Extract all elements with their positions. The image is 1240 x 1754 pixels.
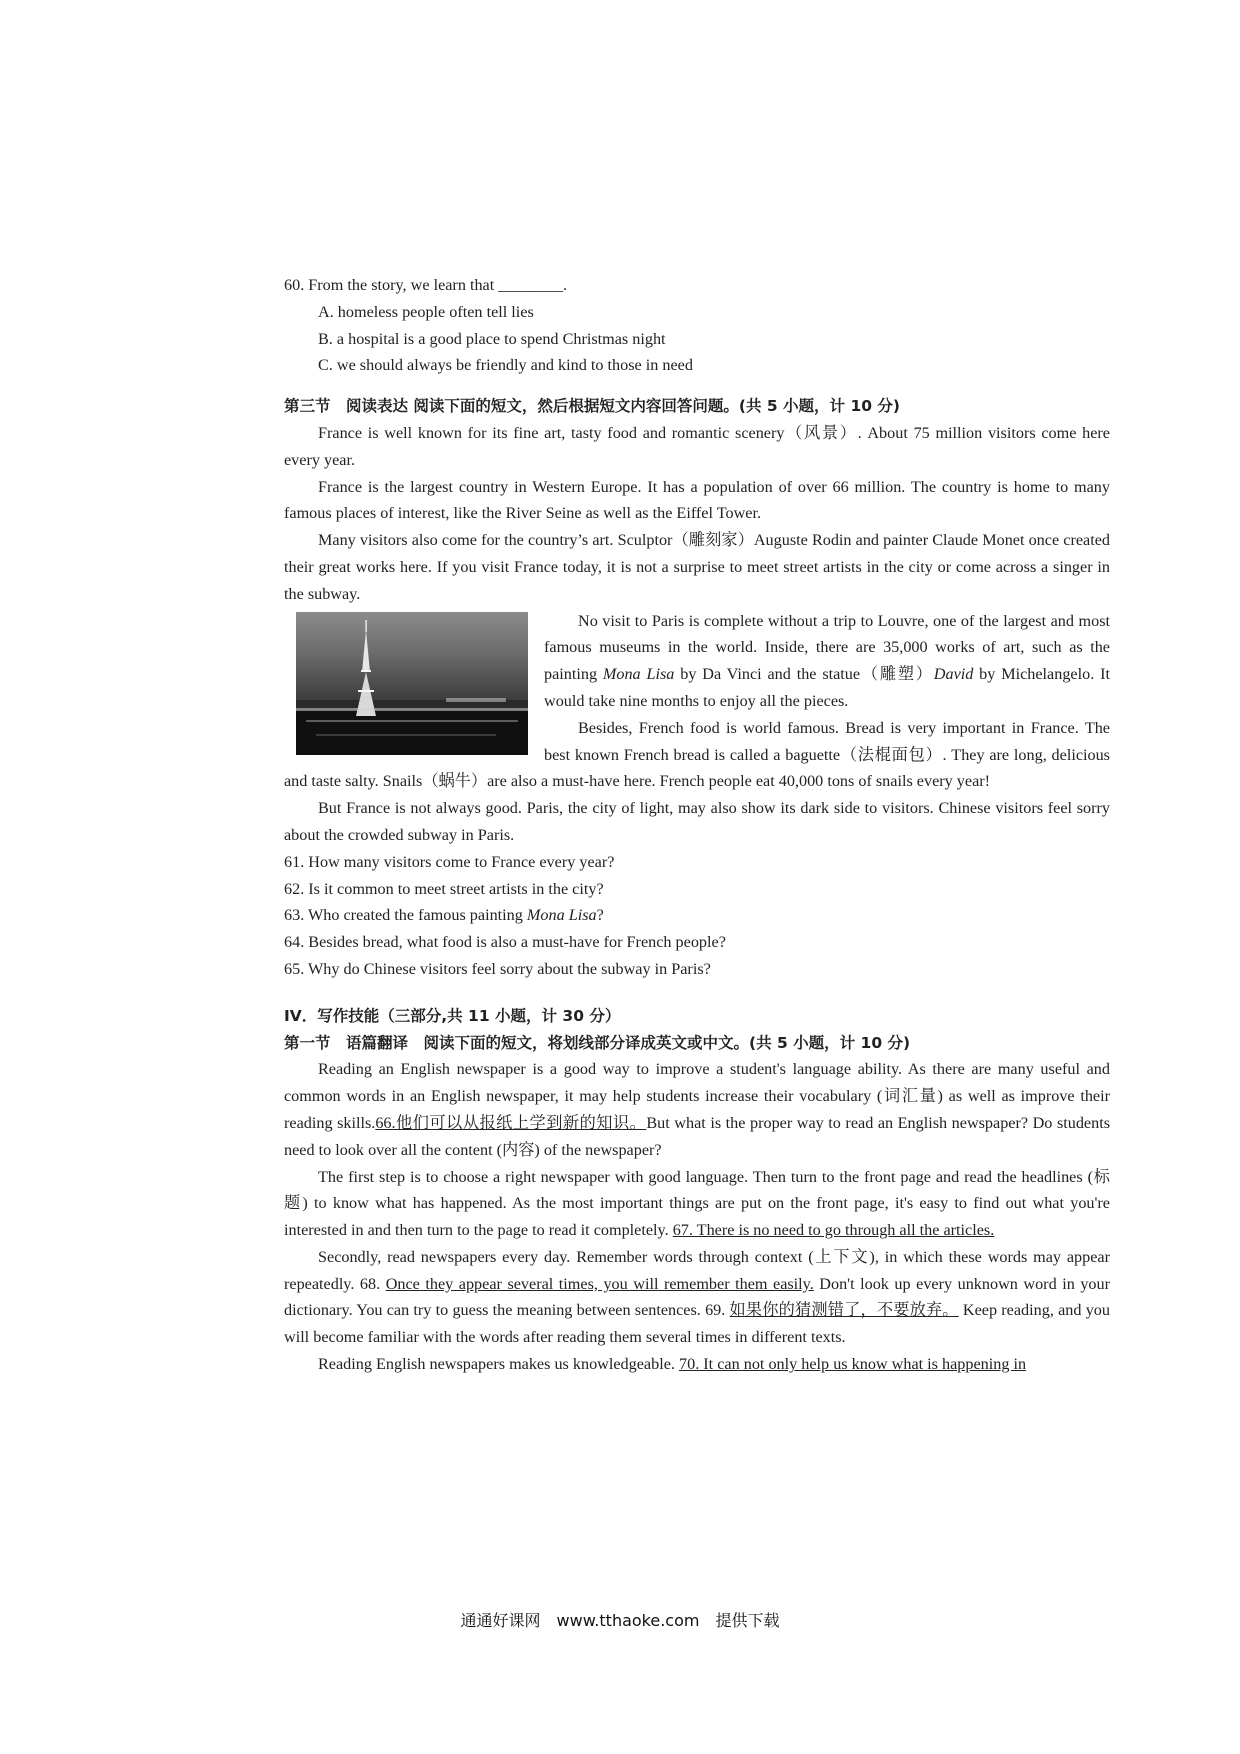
passage-paragraph-6: But France is not always good. Paris, the city of light, may also show its dark side to visitors. Chinese visitors feel sorry about the crowded subway in Paris. — [284, 799, 1110, 844]
part-4-heading: IV．写作技能（三部分,共 11 小题，计 30 分） — [284, 1006, 621, 1025]
question-62: 62. Is it common to meet street artists in the city? — [284, 879, 604, 898]
question-61: 61. How many visitors come to France every year? — [284, 852, 615, 871]
passage-paragraph-4: No visit to Paris is complete without a trip to Louvre, one of the largest and most famous museums in the world. Inside, there are 35,000 works of art, such as the painting Mona Lisa by Da Vinci and the statue（雕塑）David by Michelangelo. It would take nine months to enjoy all the pieces. — [544, 611, 1110, 710]
question-60-option-a: A. homeless people often tell lies — [318, 302, 534, 321]
section-3-heading: 第三节 阅读表达 阅读下面的短文，然后根据短文内容回答问题。(共 5 小题，计 10 分) — [284, 397, 901, 416]
passage-paragraph-2: France is the largest country in Western Europe. It has a population of over 66 million. The country is home to many famous places of interest, like the River Seine as well as the Eiffel Tower. — [284, 477, 1110, 523]
translation-paragraph-3: Secondly, read newspapers every day. Remember words through context (上下文), in which these words may appear repeatedly. 68. Once they appear several times, you will remember them easily. Don't look up every unknown word in your dictionary. You can try to guess the meaning between sentences. 69. 如果你的猜测错了，不要放弃。 Keep reading, and you will become familiar with the words after reading them several times in different texts. — [284, 1247, 1110, 1347]
eiffel-tower-icon — [296, 612, 528, 755]
page-footer: 通通好课网 www.tthaoke.com 提供下载 — [460, 1611, 780, 1630]
question-63: 63. Who created the famous painting Mona Lisa? — [284, 906, 604, 925]
translation-paragraph-1: Reading an English newspaper is a good way to improve a student's language ability. As there are many useful and common words in an English newspaper, it may help students increase their vocabulary (词汇量) as well as improve their reading skills.66.他们可以从报纸上学到新的知识。But what is the proper way to read an English newspaper? Do students need to look over all the content (内容) of the newspaper? — [284, 1060, 1111, 1159]
question-60-stem: 60. From the story, we learn that ________. — [284, 276, 568, 294]
passage-paragraph-1: France is well known for its fine art, tasty food and romantic scenery（风景）. About 75 million visitors come here every year. — [284, 423, 1110, 469]
part-4-section-1-heading: 第一节 语篇翻译 阅读下面的短文，将划线部分译成英文或中文。(共 5 小题，计 10 分) — [284, 1033, 911, 1052]
question-65: 65. Why do Chinese visitors feel sorry about the subway in Paris? — [284, 959, 711, 978]
underlined-item-68: Once they appear several times, you will remember them easily. — [385, 1274, 814, 1293]
question-60-option-b: B. a hospital is a good place to spend Christmas night — [318, 329, 666, 348]
page-content — [284, 272, 1110, 1378]
eiffel-tower-night-photo — [296, 612, 528, 755]
passage-paragraph-3: Many visitors also come for the country’s art. Sculptor（雕刻家）Auguste Rodin and painter Claude Monet once created their great works here. If you visit France today, it is not a surprise to meet street artists in the city or come across a singer in the subway. — [284, 531, 1110, 603]
question-60-option-c: C. we should always be friendly and kind to those in need — [318, 356, 693, 375]
question-64: 64. Besides bread, what food is also a must-have for French people? — [284, 933, 726, 952]
underlined-item-70: 70. It can not only help us know what is happening in — [679, 1355, 1027, 1374]
translation-paragraph-2: The first step is to choose a right newspaper with good language. Then turn to the front page and read the headlines (标题) to know what has happened. As the most important things are put on the front page, it's easy to find out what you're interested in and then turn to the page to read it completely. 67. There is no need to go through all the articles. — [284, 1167, 1110, 1240]
underlined-item-66: 66.他们可以从报纸上学到新的知识。 — [375, 1113, 647, 1132]
underlined-item-69: 如果你的猜测错了，不要放弃。 — [729, 1301, 959, 1320]
passage-paragraph-5: Besides, French food is world famous. Bread is very important in France. The best known French bread is called a baguette（法棍面包）. They are long, delicious and taste salty. Snails（蜗牛）are also a must-have here. French people eat 40,000 tons of snails every year! — [284, 718, 1110, 791]
underlined-item-67: 67. There is no need to go through all the articles. — [672, 1221, 995, 1240]
translation-paragraph-4: Reading English newspapers makes us knowledgeable. 70. It can not only help us know what is happening in — [318, 1355, 1027, 1374]
